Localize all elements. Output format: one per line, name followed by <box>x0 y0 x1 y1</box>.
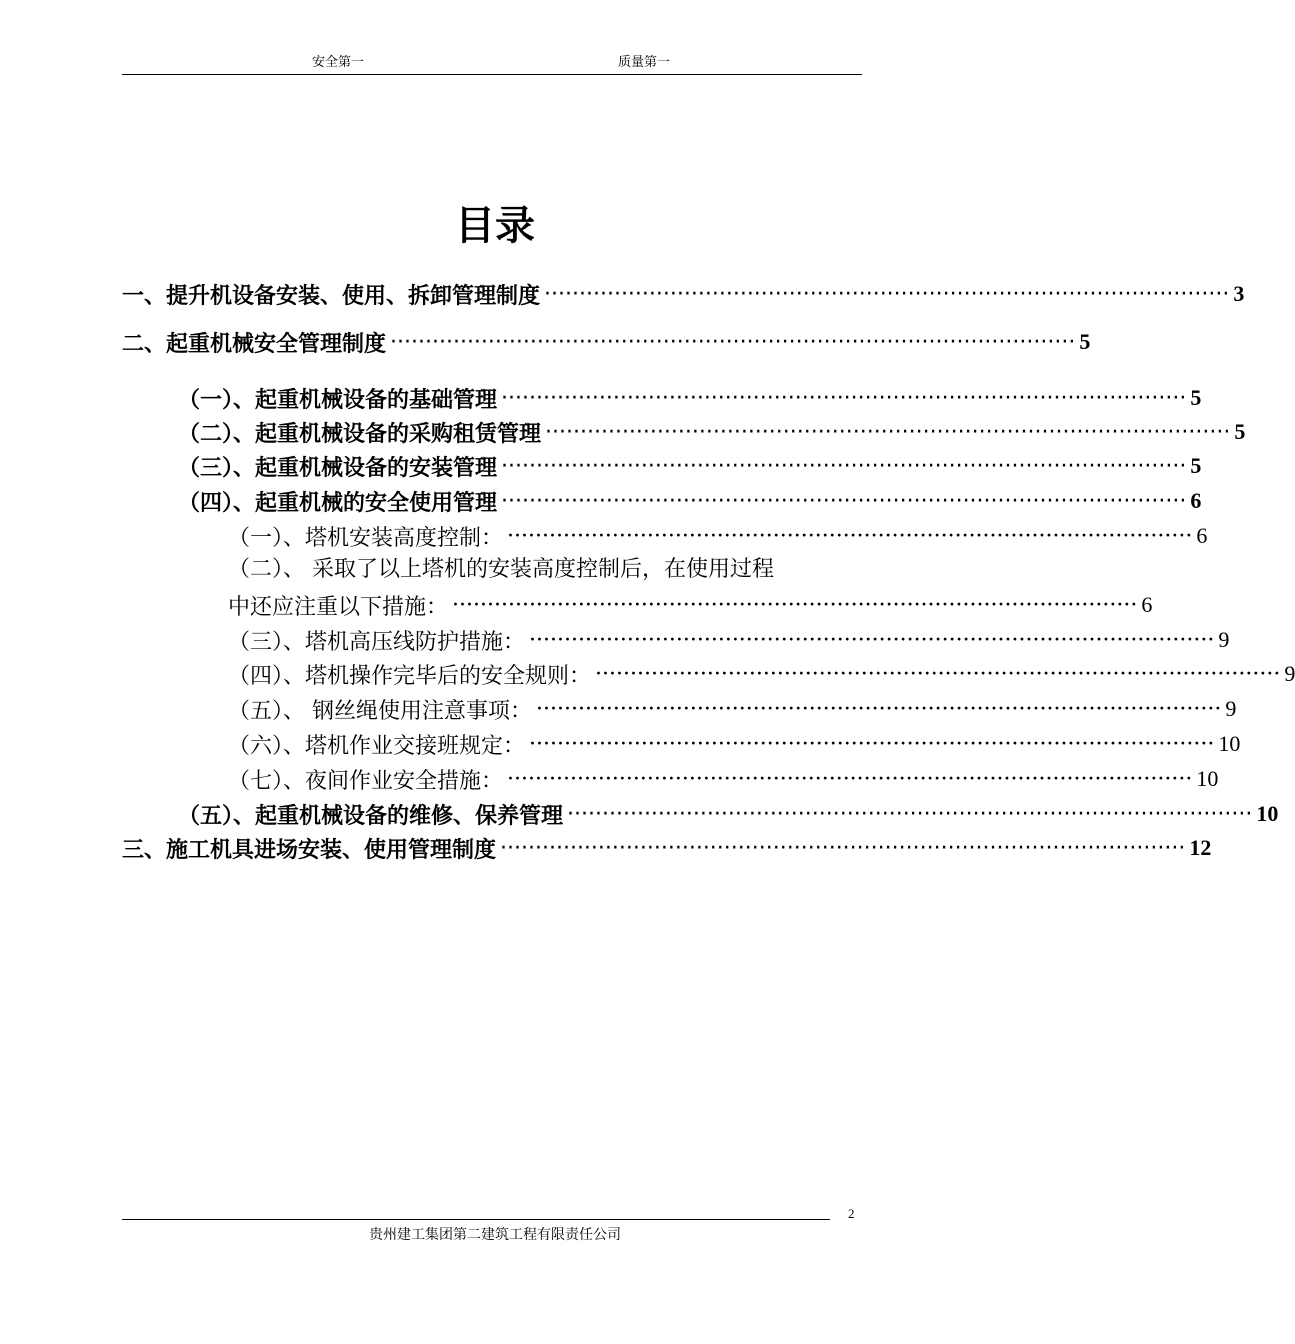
toc-entry-page: 9 <box>1218 627 1230 652</box>
toc-entry-page: 5 <box>1079 329 1091 354</box>
toc-entry-label: （六）、塔机作业交接班规定： <box>228 733 526 759</box>
toc-entry-label: （四）、起重机械的安全使用管理 <box>178 490 498 516</box>
toc-entry-label: 二、起重机械安全管理制度 <box>122 331 387 357</box>
toc-entry-label: 三、施工机具进场安装、使用管理制度 <box>122 837 497 863</box>
toc-leader-dots: ·································································································· <box>452 592 1138 618</box>
toc-entry-page: 3 <box>1233 281 1245 306</box>
page-number: 2 <box>848 1206 855 1221</box>
toc-entry[interactable] <box>228 762 1219 796</box>
toc-entry-page: 6 <box>1196 523 1208 548</box>
toc-leader-dots: ·································································································· <box>500 835 1186 861</box>
toc-entry-label: 一、提升机设备安装、使用、拆卸管理制度 <box>122 283 541 309</box>
toc-leader-dots: ·································································································· <box>567 801 1253 827</box>
toc-entry[interactable] <box>122 831 1212 865</box>
toc-entry[interactable] <box>178 381 1202 415</box>
toc-entry-page: 12 <box>1189 835 1212 860</box>
toc-entry[interactable] <box>178 484 1202 518</box>
page-header <box>122 56 862 75</box>
toc-entry-page: 9 <box>1284 661 1295 686</box>
toc-leader-dots: ·································································································· <box>529 731 1215 757</box>
toc-entry-page: 5 <box>1190 385 1202 410</box>
toc-leader-dots: ·································································································· <box>595 661 1281 687</box>
toc-entry[interactable] <box>178 797 1279 831</box>
toc-entry[interactable] <box>228 519 1208 553</box>
toc-entry[interactable] <box>178 449 1202 483</box>
toc-entry[interactable] <box>228 623 1230 657</box>
footer-company-name: 贵州建工集团第二建筑工程有限责任公司 <box>369 1227 621 1243</box>
toc-entry-page: 10 <box>1256 801 1279 826</box>
toc-entry-label: （三）、起重机械设备的安装管理 <box>178 455 498 481</box>
toc-entry[interactable] <box>228 727 1241 761</box>
toc-entry-label: （二）、起重机械设备的采购租赁管理 <box>178 421 542 447</box>
toc-leader-dots: ·································································································· <box>501 385 1187 411</box>
toc-entry-page: 10 <box>1218 731 1241 756</box>
toc-leader-dots: ·································································································· <box>501 453 1187 479</box>
toc-leader-dots: ·································································································· <box>390 329 1076 355</box>
toc-leader-dots: ·································································································· <box>507 766 1193 792</box>
toc-entry-page: 10 <box>1196 766 1219 791</box>
toc-leader-dots: ·································································································· <box>544 281 1230 307</box>
page-title: 目录 <box>455 203 535 249</box>
toc-leader-dots: ·································································································· <box>545 419 1231 445</box>
toc-entry-page: 6 <box>1190 488 1202 513</box>
toc-leader-dots: ·································································································· <box>501 488 1187 514</box>
toc-entry-label-line[interactable]: （二）、 采取了以上塔机的安装高度控制后，在使用过程 <box>228 557 774 582</box>
header-left-slogan: 安全第一 <box>312 55 365 70</box>
toc-leader-dots: ·································································································· <box>536 696 1222 722</box>
toc-entry-page: 9 <box>1225 696 1237 721</box>
toc-entry[interactable] <box>228 657 1295 691</box>
toc-entry-page: 5 <box>1190 453 1202 478</box>
toc-entry-label: （五）、 钢丝绳使用注意事项： <box>228 698 532 724</box>
toc-entry[interactable] <box>228 692 1237 726</box>
toc-entry-label: （一）、起重机械设备的基础管理 <box>178 387 498 413</box>
toc-entry-label: 中还应注重以下措施： <box>228 594 449 620</box>
toc-entry-page: 5 <box>1234 419 1246 444</box>
toc-leader-dots: ·································································································· <box>507 523 1193 549</box>
toc-entry-label: （三）、塔机高压线防护措施： <box>228 629 526 655</box>
toc-entry[interactable] <box>178 415 1246 449</box>
toc-entry-page: 6 <box>1141 592 1153 617</box>
toc-leader-dots: ·································································································· <box>529 627 1215 653</box>
toc-entry[interactable] <box>122 277 1245 311</box>
footer-rule <box>122 1219 830 1220</box>
toc-entry[interactable] <box>228 588 1153 622</box>
toc-entry-label: （一）、塔机安装高度控制： <box>228 525 504 551</box>
toc-entry-label: （七）、夜间作业安全措施： <box>228 768 504 794</box>
toc-entry-label: （四）、塔机操作完毕后的安全规则： <box>228 663 592 689</box>
toc-entry-label: （五）、起重机械设备的维修、保养管理 <box>178 803 564 829</box>
header-right-slogan: 质量第一 <box>618 55 671 70</box>
toc-entry[interactable] <box>122 325 1091 359</box>
